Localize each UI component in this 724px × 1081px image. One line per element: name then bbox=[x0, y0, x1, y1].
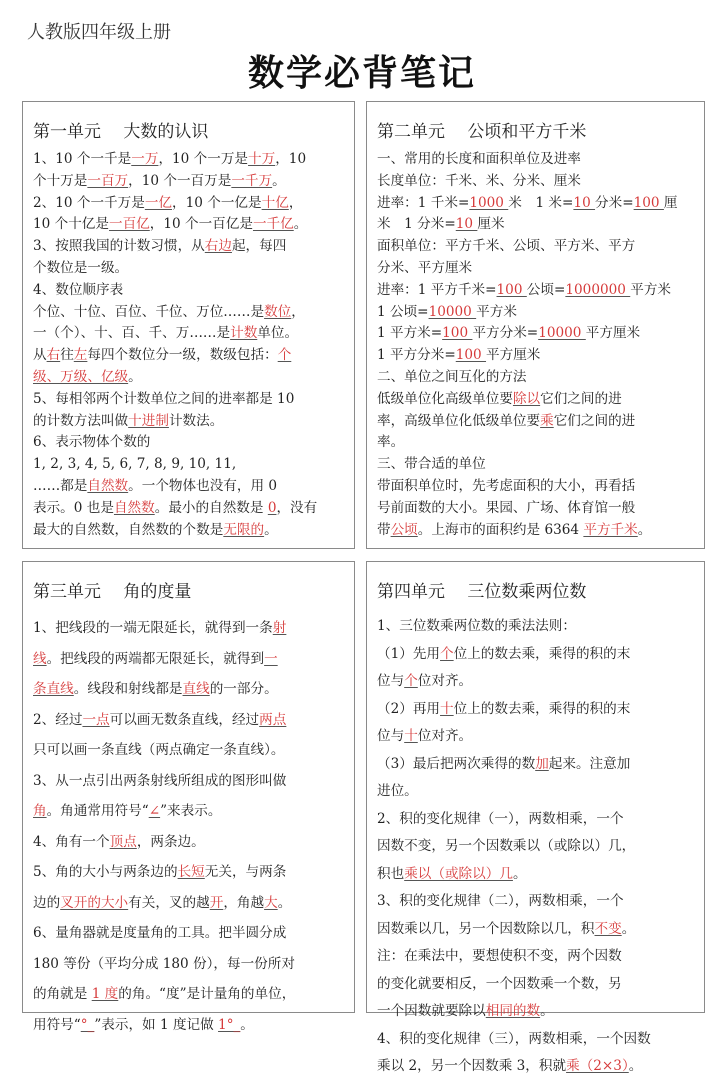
note-text: 位与 bbox=[377, 673, 405, 689]
answer-highlight: 十 bbox=[404, 728, 418, 744]
answer-highlight: 个 bbox=[404, 673, 418, 689]
note-text: 5、每相邻两个计数单位之间的进率都是 10 bbox=[33, 390, 295, 407]
answer-highlight: 10 bbox=[573, 194, 596, 211]
note-line bbox=[377, 888, 694, 916]
note-line bbox=[377, 723, 694, 751]
note-text: 起，每四 bbox=[231, 238, 287, 255]
note-line bbox=[33, 389, 344, 411]
note-text: 注：在乘法中，要想使积不变，两个因数 bbox=[377, 948, 622, 964]
note-text: 用符号“ bbox=[33, 1016, 81, 1033]
note-line bbox=[33, 888, 344, 919]
note-text: ，10 个一亿是 bbox=[172, 194, 262, 211]
note-text: 。角通常用符号“ bbox=[46, 803, 149, 819]
note-text: ，10 个一百万是 bbox=[128, 172, 232, 189]
page-title: 数学必背笔记 bbox=[247, 53, 476, 94]
note-text: 表示。0 也是 bbox=[33, 499, 114, 516]
note-line bbox=[377, 861, 694, 889]
note-text: 个数位是一级。 bbox=[33, 259, 129, 276]
note-text: 带 bbox=[377, 521, 391, 538]
note-text: 一、常用的长度和面积单位及进率 bbox=[377, 151, 581, 167]
note-text: 位与 bbox=[377, 728, 405, 744]
note-text: 可以画无数条直线，经过 bbox=[109, 711, 260, 728]
answer-highlight: 十万 bbox=[248, 151, 276, 167]
note-line bbox=[377, 971, 694, 999]
answer-highlight: 开 bbox=[209, 894, 224, 911]
note-text: 单位。 bbox=[257, 325, 299, 342]
answer-highlight: 100 bbox=[442, 325, 473, 342]
answer-highlight: 10 bbox=[455, 216, 478, 233]
unit-1-content bbox=[33, 149, 344, 541]
note-line bbox=[33, 367, 344, 389]
note-line bbox=[377, 171, 694, 193]
note-line bbox=[377, 1053, 694, 1081]
note-line bbox=[377, 236, 694, 258]
answer-highlight: ∠ bbox=[148, 803, 161, 819]
answer-highlight: 乘 bbox=[540, 412, 554, 429]
answer-highlight: 100 bbox=[455, 347, 487, 364]
note-line bbox=[33, 476, 344, 498]
note-text: 。 bbox=[512, 865, 527, 882]
note-text: 。 bbox=[540, 1003, 554, 1019]
answer-highlight: 10000 bbox=[538, 325, 586, 342]
note-text: 长度单位：千米、米、分米、厘米 bbox=[377, 172, 581, 189]
note-text: 1 平方米= bbox=[377, 325, 443, 342]
note-text: ……都是 bbox=[33, 477, 88, 494]
answer-highlight: 大 bbox=[264, 894, 278, 911]
answer-highlight: °_ bbox=[80, 1016, 95, 1033]
note-line bbox=[33, 411, 344, 433]
note-text: 的角就是 bbox=[33, 986, 92, 1002]
note-line bbox=[33, 918, 344, 949]
note-line bbox=[33, 345, 344, 367]
note-text: ，两条边。 bbox=[136, 833, 205, 850]
note-line bbox=[377, 476, 694, 498]
note-line bbox=[377, 323, 694, 345]
note-line bbox=[33, 432, 344, 454]
note-text: ， bbox=[291, 303, 305, 320]
answer-highlight: 十进制 bbox=[128, 412, 169, 429]
note-text: 积也 bbox=[377, 865, 405, 882]
answer-highlight: 两点 bbox=[259, 711, 287, 728]
note-text: 的角。“度”是计量角的单位， bbox=[118, 986, 296, 1002]
note-text: 往 bbox=[60, 347, 74, 364]
answer-highlight: 1000 bbox=[469, 194, 509, 211]
note-line bbox=[33, 520, 344, 542]
note-line bbox=[377, 193, 694, 215]
note-text: ，角越 bbox=[223, 894, 265, 911]
note-text: 只可以画一条直线（两点确定一条直线）。 bbox=[33, 742, 285, 758]
note-text: ，没有 bbox=[276, 499, 318, 516]
note-text: 分米= bbox=[595, 194, 634, 211]
unit-4-panel bbox=[366, 561, 705, 1074]
answer-highlight: 一百亿 bbox=[109, 216, 150, 233]
note-text: 。最小的自然数是 bbox=[154, 499, 268, 516]
note-text: 米 1 米= bbox=[508, 194, 574, 211]
note-line bbox=[33, 735, 344, 766]
note-line bbox=[33, 498, 344, 520]
note-text: ”表示，如 1 度记做 bbox=[94, 1016, 219, 1033]
unit-3-panel bbox=[22, 561, 355, 1033]
note-line bbox=[33, 280, 344, 302]
note-line bbox=[377, 389, 694, 411]
note-text: 。线段和射线都是 bbox=[73, 681, 183, 697]
answer-highlight: 乘以（或除以）几 bbox=[404, 865, 513, 882]
note-line bbox=[33, 302, 344, 324]
note-line bbox=[33, 193, 344, 215]
note-text: 4、数位顺序表 bbox=[33, 281, 124, 298]
note-line bbox=[377, 520, 694, 542]
note-text: 1, 2, 3, 4, 5, 6, 7, 8, 9, 10, 11, bbox=[33, 456, 237, 473]
note-line bbox=[377, 943, 694, 971]
answer-highlight: 个 bbox=[440, 645, 454, 662]
note-text: 4、角有一个 bbox=[33, 833, 110, 850]
note-line bbox=[33, 796, 344, 827]
note-text: 有关，叉的越 bbox=[128, 894, 210, 911]
note-line bbox=[33, 613, 344, 644]
note-text: 1、三位数乘两位数的乘法法则： bbox=[377, 618, 576, 634]
note-text: 无关，与两条 bbox=[204, 864, 287, 880]
unit-2-panel bbox=[366, 101, 705, 549]
note-text: 的计数方法叫做 bbox=[33, 412, 129, 429]
note-text: 计数法。 bbox=[168, 412, 224, 429]
note-line bbox=[377, 280, 694, 302]
unit-3-title: 第三单元 角的度量 bbox=[33, 582, 192, 602]
note-text: 进率：1 平方千米= bbox=[377, 281, 497, 298]
note-line bbox=[33, 766, 344, 797]
answer-highlight: 一 bbox=[264, 650, 278, 667]
note-text: 位上的数去乘，乘得的积的末 bbox=[453, 700, 631, 717]
note-text: 。 bbox=[621, 920, 636, 937]
note-text: 3、按照我国的计数习惯，从 bbox=[33, 238, 205, 255]
note-text: 最大的自然数，自然数的个数是 bbox=[33, 521, 224, 538]
note-text: 。 bbox=[240, 1016, 254, 1033]
note-text: 平方厘米 bbox=[585, 325, 641, 342]
note-text: 位上的数去乘，乘得的积的末 bbox=[453, 645, 631, 662]
note-line bbox=[33, 236, 344, 258]
note-text: （1）先用 bbox=[377, 645, 441, 662]
note-text: ，10 个一百亿是 bbox=[149, 216, 253, 233]
note-text: 每四个数位分一级，数级包括： bbox=[87, 347, 278, 364]
note-text: 。 bbox=[293, 216, 308, 233]
answer-highlight: 相同的数 bbox=[485, 1003, 541, 1019]
note-text: 个位、十位、百位、千位、万位……是 bbox=[33, 303, 265, 320]
answer-highlight: 自然数 bbox=[87, 477, 129, 494]
note-line bbox=[33, 214, 344, 236]
answer-highlight: 100 bbox=[496, 281, 527, 298]
answer-highlight: 十 bbox=[440, 700, 454, 717]
note-line bbox=[33, 949, 344, 980]
note-line bbox=[377, 833, 694, 861]
answer-highlight: 级、万级、亿级 bbox=[33, 368, 129, 385]
note-text: ， bbox=[288, 194, 303, 211]
note-text: ，10 bbox=[275, 151, 307, 167]
answer-highlight: 顶点 bbox=[109, 833, 137, 850]
answer-highlight: 1000000 bbox=[565, 281, 631, 298]
note-line bbox=[33, 705, 344, 736]
note-text: 位对齐。 bbox=[417, 673, 473, 689]
unit-1-title: 第一单元 大数的认识 bbox=[33, 122, 209, 142]
note-line bbox=[377, 1026, 694, 1054]
answer-highlight: 一万 bbox=[131, 151, 159, 167]
note-text: 。把线段的两端都无限延长，就得到 bbox=[46, 650, 265, 667]
note-text: 分米、平方厘米 bbox=[377, 259, 473, 276]
note-text: 3、从一点引出两条射线所组成的图形叫做 bbox=[33, 772, 287, 789]
note-text: 。一个物体也没有，用 0 bbox=[128, 477, 278, 494]
note-text: 。 bbox=[272, 172, 286, 189]
note-text: 面积单位：平方千米、公顷、平方米、平方 bbox=[377, 238, 636, 255]
note-text: 一（个）、十、百、千、万……是 bbox=[33, 325, 231, 342]
note-text: 公顷= bbox=[526, 281, 566, 298]
answer-highlight: 除以 bbox=[512, 390, 541, 407]
note-line bbox=[377, 641, 694, 669]
note-line bbox=[377, 454, 694, 476]
answer-highlight: 一百万 bbox=[87, 172, 129, 189]
note-line bbox=[377, 345, 694, 367]
note-text: 一个因数就要除以 bbox=[377, 1003, 486, 1019]
note-line bbox=[33, 857, 344, 888]
note-text: 的一部分。 bbox=[209, 681, 278, 697]
note-line bbox=[377, 668, 694, 696]
note-text: 。上海市的面积约是 6364 bbox=[417, 521, 584, 538]
note-text: 平方米 bbox=[630, 281, 672, 298]
note-text: 。 bbox=[264, 521, 278, 538]
answer-highlight: 数位 bbox=[264, 303, 292, 320]
note-line bbox=[377, 998, 694, 1026]
answer-highlight: 10000 bbox=[428, 303, 477, 320]
note-text: 1 平方分米= bbox=[377, 347, 456, 364]
note-line bbox=[377, 696, 694, 724]
answer-highlight: 加 bbox=[535, 755, 549, 772]
note-text: ，10 个一万是 bbox=[158, 151, 249, 167]
note-text: 因数不变，另一个因数乘以（或除以）几， bbox=[377, 838, 636, 854]
note-text: 1、把线段的一端无限延长，就得到一条 bbox=[33, 620, 273, 636]
answer-highlight: 右 bbox=[46, 347, 61, 364]
answer-highlight: 个 bbox=[277, 347, 292, 364]
note-text: （3）最后把两次乘得的数 bbox=[377, 755, 536, 772]
note-line bbox=[33, 258, 344, 280]
answer-highlight: 十亿 bbox=[261, 194, 289, 211]
answer-highlight: 一点 bbox=[82, 711, 110, 728]
answer-highlight: 一千亿 bbox=[252, 216, 294, 233]
note-text: 3、积的变化规律（二），两数相乘，一个 bbox=[377, 893, 624, 909]
answer-highlight: 0 bbox=[267, 499, 277, 516]
answer-highlight: 线 bbox=[33, 650, 47, 667]
note-text: 5、角的大小与两条边的 bbox=[33, 864, 178, 880]
answer-highlight: 1 度 bbox=[91, 986, 119, 1002]
answer-highlight: 长短 bbox=[177, 864, 205, 880]
note-text: 180 等份（平均分成 180 份），每一份所对 bbox=[33, 955, 295, 972]
note-line bbox=[33, 979, 344, 1010]
note-text: 平方分米= bbox=[472, 325, 539, 342]
note-text: 三、带合适的单位 bbox=[377, 456, 486, 473]
note-line bbox=[33, 149, 344, 171]
answer-highlight: 1°_ bbox=[218, 1016, 241, 1033]
note-text: 个十万是 bbox=[33, 172, 88, 189]
note-text: 1 公顷= bbox=[377, 303, 429, 320]
answer-highlight: 平方千米 bbox=[583, 521, 638, 538]
note-text: 6、表示物体个数的 bbox=[33, 434, 151, 451]
note-text: 6、量角器就是度量角的工具。把半圆分成 bbox=[33, 925, 287, 941]
note-text: 。 bbox=[277, 894, 292, 911]
note-line bbox=[377, 302, 694, 324]
grade-subtitle: 人教版四年级上册 bbox=[27, 22, 171, 43]
answer-highlight: 一千万 bbox=[231, 172, 273, 189]
note-text: 厘米 bbox=[477, 216, 505, 233]
note-line bbox=[377, 613, 694, 641]
note-text: （2）再用 bbox=[377, 700, 441, 717]
note-text: 10 个十亿是 bbox=[33, 216, 109, 233]
note-text: 厘 bbox=[663, 194, 678, 211]
note-text: 1、10 个一千是 bbox=[33, 151, 132, 167]
note-text: 因数乘以几，另一个因数除以几，积 bbox=[377, 920, 595, 937]
note-text: 。 bbox=[128, 368, 142, 385]
note-line bbox=[33, 454, 344, 476]
note-text: 2、10 个一千万是 bbox=[33, 194, 145, 211]
answer-highlight: 角 bbox=[33, 803, 47, 819]
answer-highlight: 右边 bbox=[204, 238, 232, 255]
unit-4-content bbox=[377, 613, 694, 1081]
note-line bbox=[33, 674, 344, 705]
answer-highlight: 叉开的大小 bbox=[60, 894, 129, 911]
answer-highlight: 乘（2×3） bbox=[566, 1058, 629, 1074]
note-line bbox=[377, 149, 694, 171]
note-text: 它们之间的进 bbox=[540, 390, 622, 407]
answer-highlight: 不变 bbox=[594, 920, 622, 937]
note-text: 起来。注意加 bbox=[548, 755, 631, 772]
note-text: 低级单位化高级单位要 bbox=[377, 390, 513, 407]
note-line bbox=[377, 751, 694, 779]
note-line bbox=[33, 171, 344, 193]
note-line bbox=[33, 827, 344, 858]
note-text: 乘以 2，另一个因数乘 3，积就 bbox=[377, 1058, 567, 1074]
answer-highlight: 公顷 bbox=[390, 521, 418, 538]
note-text: 米 1 分米= bbox=[377, 216, 456, 233]
note-line bbox=[377, 498, 694, 520]
note-text: ”来表示。 bbox=[160, 803, 222, 819]
note-text: 边的 bbox=[33, 894, 61, 911]
unit-4-title: 第四单元 三位数乘两位数 bbox=[377, 582, 587, 602]
answer-highlight: 100 bbox=[633, 194, 664, 211]
note-text: 号前面数的大小。果园、广场、体育馆一般 bbox=[377, 499, 636, 516]
note-line bbox=[33, 644, 344, 675]
note-text: 带面积单位时，先考虑面积的大小，再看括 bbox=[377, 477, 636, 494]
note-text: 。 bbox=[637, 521, 652, 538]
note-text: 进率：1 千米= bbox=[377, 194, 470, 211]
note-line bbox=[377, 778, 694, 806]
note-text: 平方厘米 bbox=[486, 347, 541, 364]
note-line bbox=[377, 214, 694, 236]
note-text: 位对齐。 bbox=[417, 728, 473, 744]
note-line bbox=[377, 411, 694, 433]
answer-highlight: 计数 bbox=[230, 325, 258, 342]
note-text: 。 bbox=[628, 1058, 643, 1074]
note-text: 从 bbox=[33, 347, 47, 364]
note-text: 进位。 bbox=[377, 783, 418, 799]
note-text: 2、积的变化规律（一），两数相乘，一个 bbox=[377, 810, 624, 827]
note-text: 率，高级单位化低级单位要 bbox=[377, 412, 541, 429]
note-line bbox=[377, 432, 694, 454]
note-text: 的变化就要相反，一个因数乘一个数，另 bbox=[377, 975, 622, 992]
unit-2-content bbox=[377, 149, 694, 541]
note-line bbox=[33, 1010, 344, 1041]
answer-highlight: 一亿 bbox=[144, 194, 173, 211]
note-line bbox=[377, 916, 694, 944]
note-text: 4、积的变化规律（三），两数相乘，一个因数 bbox=[377, 1030, 651, 1047]
unit-2-title: 第二单元 公顷和平方千米 bbox=[377, 122, 587, 142]
answer-highlight: 条直线 bbox=[33, 681, 74, 697]
answer-highlight: 无限的 bbox=[223, 521, 265, 538]
answer-highlight: 射 bbox=[272, 620, 287, 636]
answer-highlight: 直线 bbox=[182, 681, 210, 697]
note-text: 2、经过 bbox=[33, 711, 83, 728]
answer-highlight: 自然数 bbox=[113, 499, 155, 516]
note-line bbox=[377, 367, 694, 389]
note-text: 平方米 bbox=[476, 303, 517, 320]
answer-highlight: 左 bbox=[73, 347, 88, 364]
unit-1-panel bbox=[22, 101, 355, 549]
note-text: 它们之间的进 bbox=[553, 412, 636, 429]
note-text: 二、单位之间互化的方法 bbox=[377, 368, 527, 385]
note-text: 率。 bbox=[377, 434, 405, 451]
note-line bbox=[377, 258, 694, 280]
note-line bbox=[33, 323, 344, 345]
unit-3-content bbox=[33, 613, 344, 1040]
note-line bbox=[377, 806, 694, 834]
